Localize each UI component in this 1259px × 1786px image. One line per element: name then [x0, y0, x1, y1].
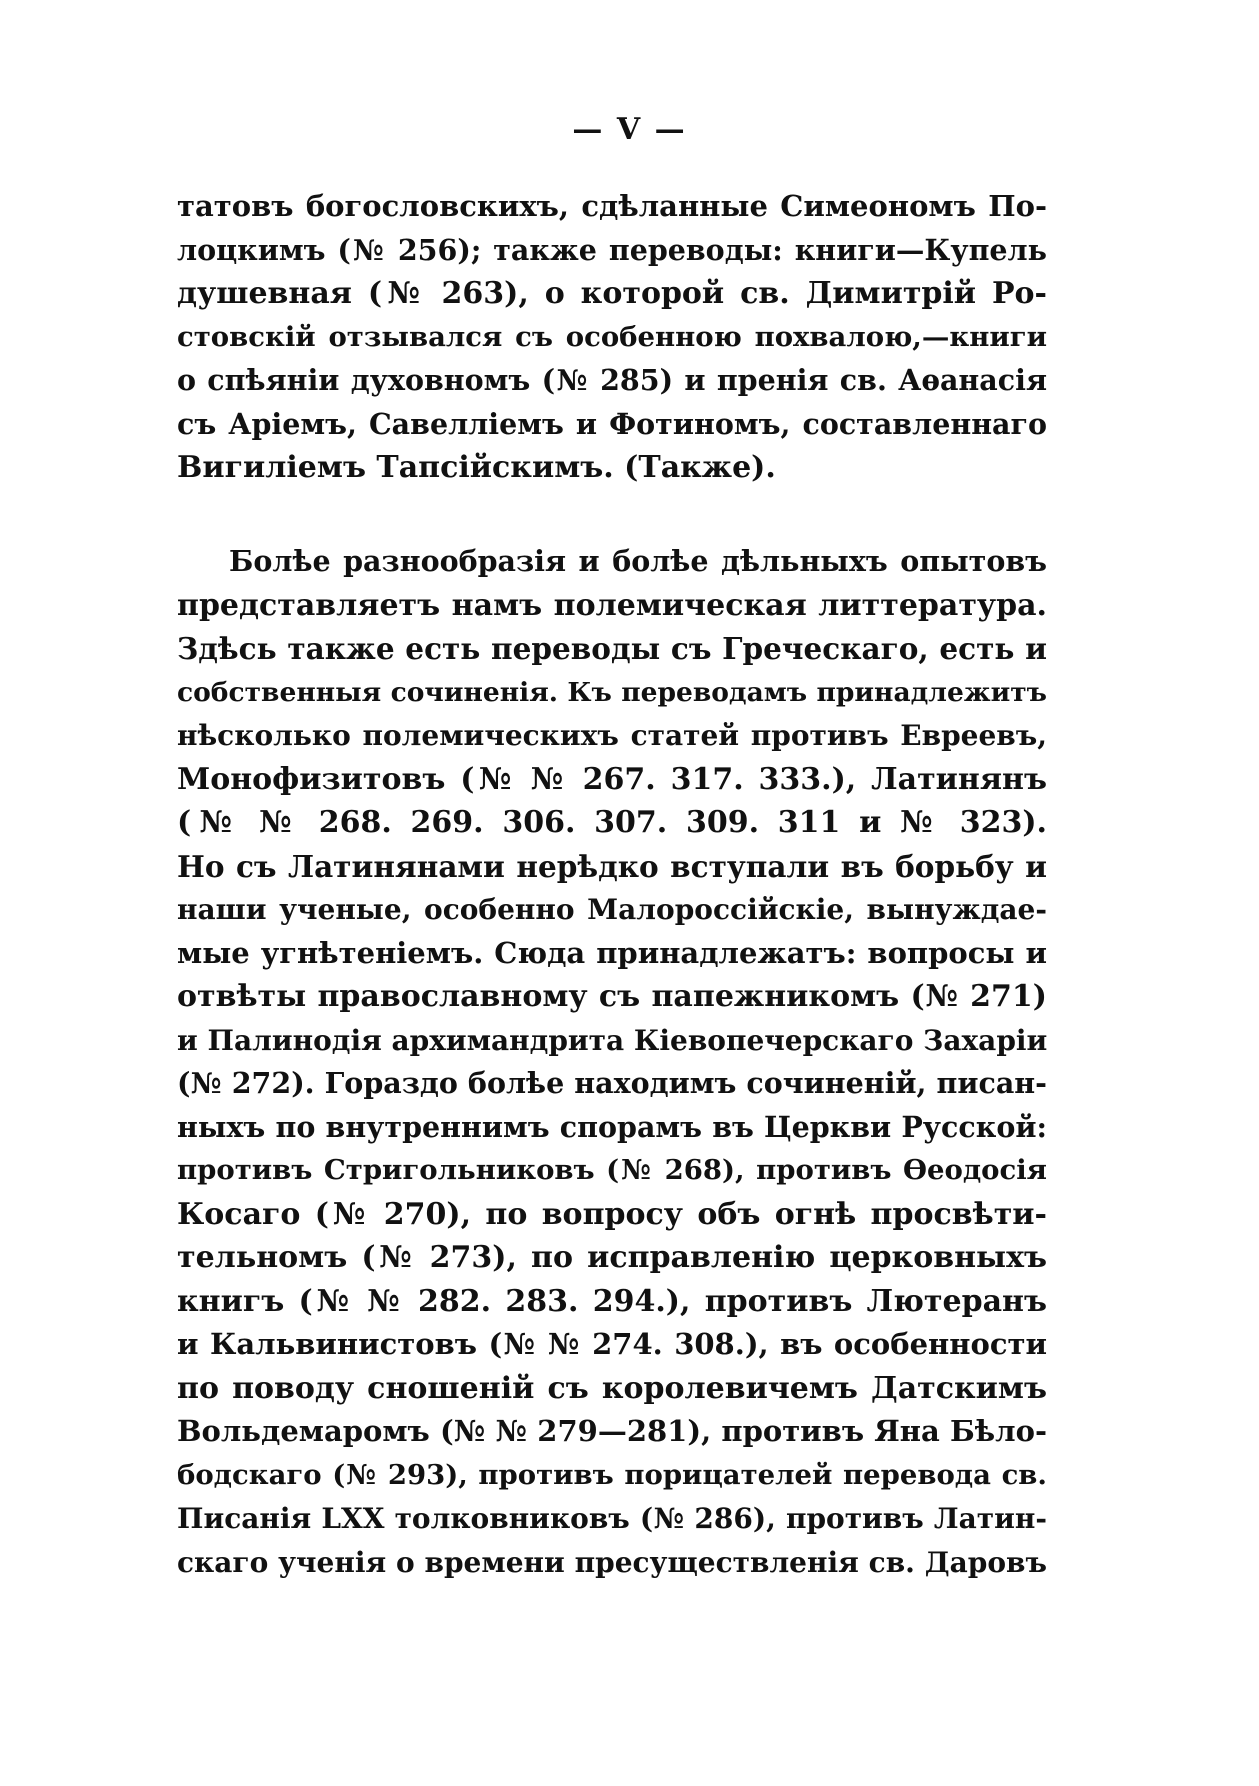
text-line: татовъ богословскихъ, сдѣланные Симеономъ По-: [177, 189, 1047, 223]
text-line: лоцкимъ (№ 256); также переводы: книги—Купель: [177, 232, 1047, 267]
text-line: тельномъ (№ 273), по исправленію церковныхъ: [177, 1240, 1047, 1275]
text-line: и Палинодія архимандрита Кіевопечерскаго Захаріи: [177, 1023, 1047, 1057]
text-line: Болѣе разнообразія и болѣе дѣльныхъ опытовъ: [229, 544, 1047, 578]
page-number: — V —: [572, 112, 687, 147]
text-line: Но съ Латинянами нерѣдко вступали въ борьбу и: [177, 848, 1047, 884]
text-line: Косаго (№ 270), по вопросу объ огнѣ просвѣти-: [177, 1196, 1047, 1232]
text-line: Монофизитовъ (№ № 267. 317. 333.), Латинянъ: [177, 761, 1047, 797]
text-line: бодскаго (№ 293), противъ порицателей перевода св.: [177, 1458, 1047, 1491]
text-line: и Кальвинистовъ (№ № 274. 308.), въ особенности: [177, 1327, 1047, 1361]
text-line: о спѣяніи духовномъ (№ 285) и пренія св. Аѳанасія: [177, 363, 1047, 397]
text-line: Писанія LXX толковниковъ (№ 286), противъ Латин-: [177, 1502, 1047, 1535]
text-line: представляетъ намъ полемическая литтература.: [177, 587, 1047, 623]
text-line: книгъ (№ № 282. 283. 294.), противъ Лютеранъ: [177, 1283, 1047, 1319]
text-line: противъ Стригольниковъ (№ 268), противъ Ѳеодосія: [177, 1154, 1047, 1186]
text-line: наши ученые, особенно Малороссійскіе, вынуждае-: [177, 893, 1047, 926]
text-line: по поводу сношеній съ королевичемъ Датскимъ: [177, 1370, 1047, 1406]
text-line: съ Аріемъ, Савелліемъ и Фотиномъ, составленнаго: [177, 406, 1047, 441]
paragraph-2: [177, 540, 1047, 1584]
text-line: нѣсколько полемическихъ статей противъ Евреевъ,: [177, 719, 1047, 752]
text-line: душевная (№ 263), о которой св. Димитрій Ро-: [177, 276, 1047, 311]
text-line: скаго ученія о времени пресуществленія св. Даровъ: [177, 1545, 1047, 1579]
text-line: отвѣты православному съ папежникомъ (№ 271): [177, 979, 1047, 1014]
paragraph-1: [177, 185, 1047, 490]
text-line: Вольдемаромъ (№ № 279—281), противъ Яна Бѣло-: [177, 1414, 1047, 1448]
text-line: (№ № 268. 269. 306. 307. 309. 311 и № 323).: [177, 805, 1047, 840]
text-line: собственныя сочиненія. Къ переводамъ принадлежитъ: [177, 676, 1047, 708]
text-line: (№ 272). Гораздо болѣе находимъ сочиненій, писан-: [177, 1066, 1047, 1100]
text-line: Здѣсь также есть переводы съ Греческаго, есть и: [177, 631, 1047, 666]
text-line: мые угнѣтеніемъ. Сюда принадлежатъ: вопросы и: [177, 935, 1047, 970]
text-line: ныхъ по внутреннимъ спорамъ въ Церкви Русской:: [177, 1109, 1047, 1144]
text-line: Вигиліемъ Тапсійскимъ. (Также).: [177, 450, 776, 485]
text-line: стовскій отзывался съ особенною похвалою,—книги: [177, 320, 1047, 353]
